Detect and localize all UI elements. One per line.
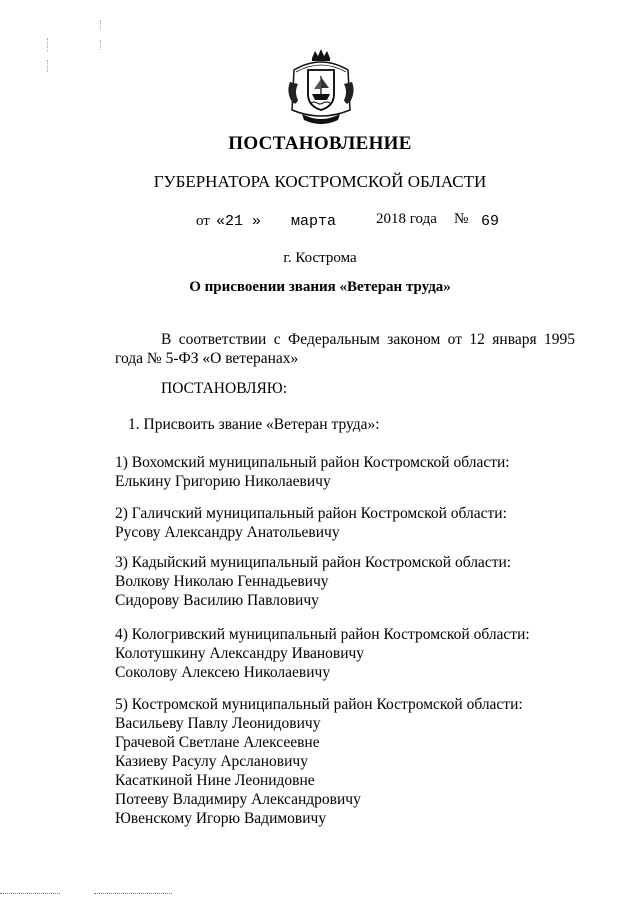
scan-mark: [47, 60, 48, 72]
person-name: Ювенскому Игорю Вадимовичу: [115, 810, 327, 827]
scan-mark: [100, 40, 101, 50]
person-name: Елькину Григорию Николаевичу: [115, 473, 331, 490]
district-heading: 4) Кологривский муниципальный район Костромской области:: [115, 626, 530, 643]
person-name: Касаткиной Нине Леонидовне: [115, 772, 315, 789]
person-name: Казиеву Расулу Арслановичу: [115, 753, 308, 770]
person-name: Васильеву Павлу Леонидовичу: [115, 715, 321, 732]
district-group: [115, 453, 510, 491]
issuing-authority: ГУБЕРНАТОРА КОСТРОМСКОЙ ОБЛАСТИ: [153, 172, 487, 191]
district-heading: 2) Галичский муниципальный район Костромской области:: [115, 505, 507, 522]
date-prefix: от: [196, 213, 210, 229]
district-heading: 5) Костромской муниципальный район Костромской области:: [115, 696, 523, 713]
document-title: ПОСТАНОВЛЕНИЕ: [228, 133, 412, 154]
person-name: Потееву Владимиру Александровичу: [115, 791, 361, 808]
decree-heading: ПОСТАНОВЛЯЮ:: [161, 380, 288, 397]
district-group: [115, 504, 507, 542]
district-group: [115, 625, 530, 682]
scan-mark: [100, 20, 101, 30]
person-name: Сидорову Василию Павловичу: [115, 592, 319, 609]
district-group: [115, 695, 523, 828]
date-line: [0, 211, 640, 233]
person-name: Соколову Алексею Николаевичу: [115, 664, 331, 681]
person-name: Грачевой Светлане Алексеевне: [115, 734, 320, 751]
person-name: Русову Александру Анатольевичу: [115, 524, 340, 541]
scan-artifact: [94, 893, 172, 895]
scan-artifact: [0, 893, 60, 895]
person-name: Колотушкину Александру Ивановичу: [115, 645, 365, 662]
coat-of-arms-icon: [284, 48, 358, 128]
item-1: 1. Присвоить звание «Ветеран труда»:: [128, 416, 380, 433]
district-group: [115, 553, 511, 610]
scan-mark: [47, 38, 48, 52]
district-heading: 3) Кадыйский муниципальный район Костромской области:: [115, 554, 512, 571]
date-day: «21 »: [216, 213, 262, 230]
date-month: марта: [291, 213, 337, 230]
document-subject: О присвоении звания «Ветеран труда»: [189, 279, 451, 295]
date-year: 2018 года: [376, 211, 437, 227]
document-number: 69: [481, 213, 500, 230]
intro-paragraph: В соответствии с Федеральным законом от 12 января 1995 года № 5-ФЗ «О ветеранах»: [115, 331, 575, 367]
person-name: Волкову Николаю Геннадьевичу: [115, 573, 329, 590]
district-heading: 1) Вохомский муниципальный район Костромской области:: [115, 454, 510, 471]
city: г. Кострома: [283, 250, 357, 266]
number-sign: №: [454, 211, 469, 227]
